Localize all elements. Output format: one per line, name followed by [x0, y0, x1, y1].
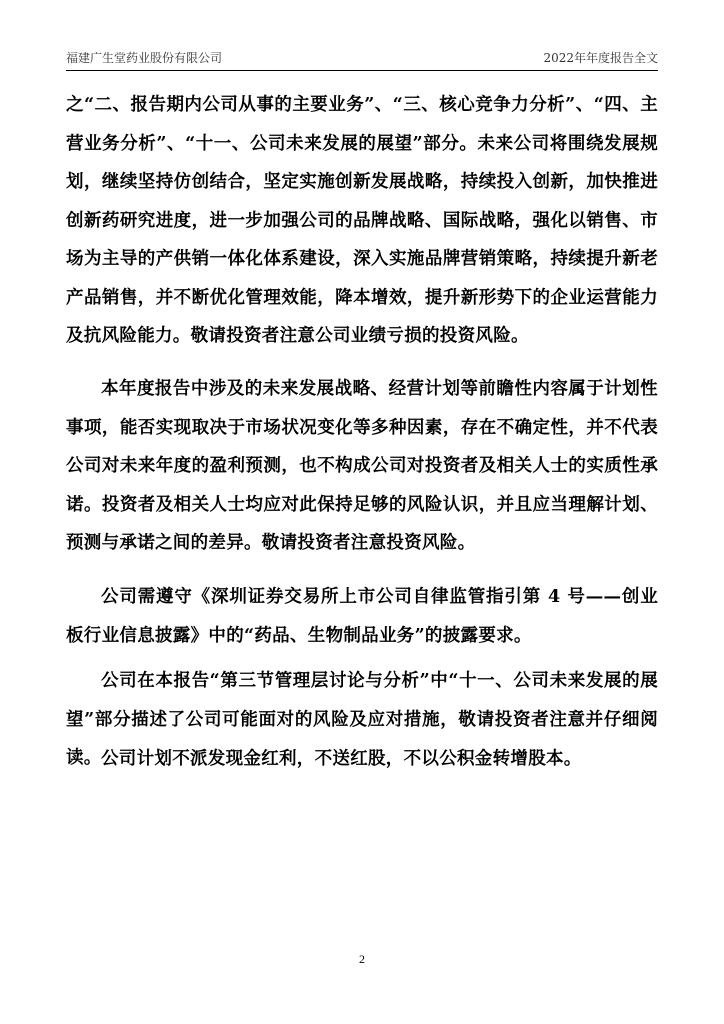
paragraph-forward-looking-statement: 本年度报告中涉及的未来发展战略、经营计划等前瞻性内容属于计划性事项，能否实现取决于市场状况变化等多种因素，存在不确定性，并不代表公司对未来年度的盈利预测，也不构成公司对投资者及相关人士的实质性承诺。投资者及相关人士均应对此保持足够的风险认识，并且应当理解计划、预测与承诺之间的差异。敬请投资者注意投资风险。	[66, 379, 658, 553]
paragraph-business-outlook: 之“二、报告期内公司从事的主要业务”、“三、核心竞争力分析”、“四、主营业务分析”、“十一、公司未来发展的展望”部分。未来公司将围绕发展规划，继续坚持仿创结合，坚定实施创新发展战略，持续投入创新，加快推进创新药研究进度，进一步加强公司的品牌战略、国际战略，强化以销售、市场为主导的产供销一体化体系建设，深入实施品牌营销策略，持续提升新老产品销售，并不断优化管理效能，降本增效，提升新形势下的企业运营能力及抗风险能力。敬请投资者注意公司业绩亏损的投资风险。	[66, 95, 658, 346]
header-company-name: 福建广生堂药业股份有限公司	[66, 51, 223, 65]
paragraph-dividend-plan: 公司计划不派发现金红利，不送红股，不以公积金转增股本。	[101, 749, 582, 769]
page-header	[66, 48, 658, 71]
paragraph-disclosure-requirement: 公司需遵守《深圳证券交易所上市公司自律监管指引第 4 号——创业板行业信息披露》中的“药品、生物制品业务”的披露要求。	[66, 587, 658, 646]
paragraph-risk-reference: 公司在本报告“第三节管理层讨论与分析”中“十一、公司未来发展的展望”部分描述了公司可能面对的风险及应对措施，敬请投资者注意并仔细阅读。	[66, 671, 658, 768]
page-number: 2	[359, 952, 365, 966]
header-report-title: 2022年年度报告全文	[543, 51, 658, 65]
